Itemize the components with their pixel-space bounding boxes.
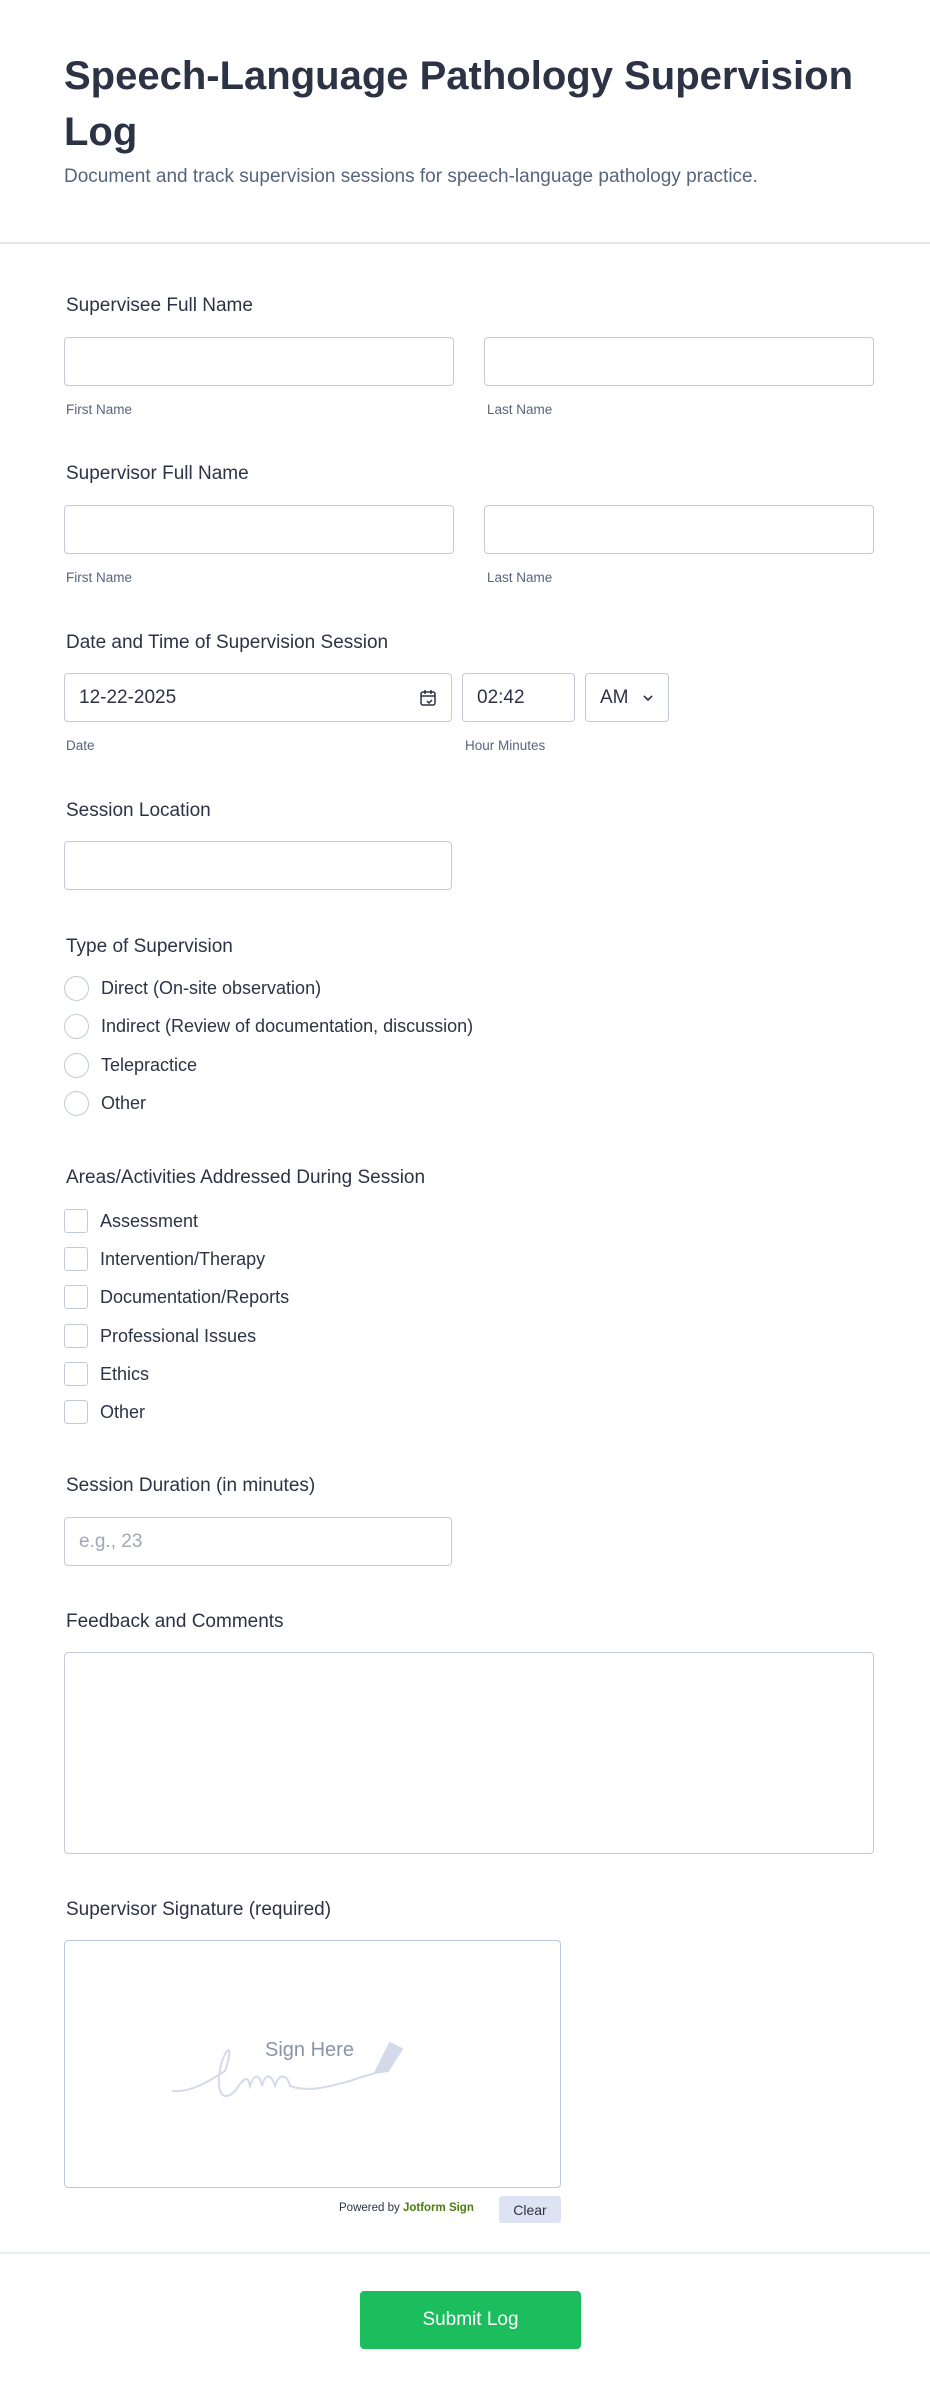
- option-label: Intervention/Therapy: [100, 1248, 266, 1269]
- option-label: Assessment: [100, 1210, 199, 1231]
- header-divider: [0, 242, 930, 244]
- radio-option[interactable]: [64, 1053, 197, 1078]
- checkbox[interactable]: [64, 1362, 88, 1386]
- checkbox-option[interactable]: [64, 1209, 198, 1233]
- option-label: Other: [100, 1401, 146, 1422]
- supervisor-last-name-input[interactable]: [484, 505, 874, 554]
- page-title: Speech-Language Pathology Supervision Log: [64, 54, 854, 154]
- time-input[interactable]: [462, 673, 575, 722]
- location-input[interactable]: [64, 841, 452, 890]
- feedback-textarea[interactable]: [64, 1652, 874, 1854]
- duration-label: Session Duration (in minutes): [66, 1475, 316, 1496]
- date-sublabel: Date: [66, 738, 95, 753]
- sign-here-placeholder: Sign Here: [265, 2039, 354, 2061]
- checkbox[interactable]: [64, 1209, 88, 1233]
- chevron-down-icon: [642, 694, 654, 702]
- date-value: 12-22-2025: [79, 686, 177, 708]
- supervisee-label: Supervisee Full Name: [66, 295, 253, 316]
- duration-input[interactable]: [64, 1517, 452, 1566]
- type-label: Type of Supervision: [66, 936, 233, 957]
- radio-button[interactable]: [64, 1091, 89, 1116]
- signature-squiggle-icon: [170, 2031, 460, 2111]
- option-label: Direct (On-site observation): [101, 978, 322, 998]
- checkbox[interactable]: [64, 1285, 88, 1309]
- supervisor-first-name-input[interactable]: [64, 505, 454, 554]
- date-input[interactable]: [64, 673, 452, 722]
- checkbox-option[interactable]: [64, 1247, 265, 1271]
- feedback-label: Feedback and Comments: [66, 1611, 284, 1632]
- supervisor-last-sublabel: Last Name: [487, 570, 553, 585]
- radio-button[interactable]: [64, 1014, 89, 1039]
- signature-pad[interactable]: [64, 1940, 561, 2188]
- page-subtitle: Document and track supervision sessions for speech-language pathology practice.: [64, 166, 758, 187]
- option-label: Professional Issues: [100, 1325, 257, 1346]
- option-label: Ethics: [100, 1363, 150, 1384]
- radio-button[interactable]: [64, 976, 89, 1001]
- supervisee-last-sublabel: Last Name: [487, 402, 553, 417]
- radio-option[interactable]: [64, 1014, 473, 1039]
- supervisor-first-sublabel: First Name: [66, 570, 133, 585]
- option-label: Indirect (Review of documentation, discussion): [101, 1016, 474, 1036]
- supervisee-first-name-input[interactable]: [64, 337, 454, 386]
- checkbox-option[interactable]: [64, 1324, 256, 1348]
- supervisor-label: Supervisor Full Name: [66, 463, 249, 484]
- checkbox-option[interactable]: [64, 1400, 145, 1424]
- radio-button[interactable]: [64, 1053, 89, 1078]
- option-label: Telepractice: [101, 1055, 198, 1075]
- powered-by-text: Powered by Jotform Sign: [339, 2202, 474, 2214]
- ampm-select[interactable]: [585, 673, 669, 722]
- checkbox-option[interactable]: [64, 1285, 289, 1309]
- checkbox[interactable]: [64, 1400, 88, 1424]
- location-label: Session Location: [66, 800, 211, 821]
- supervisee-first-sublabel: First Name: [66, 402, 133, 417]
- submit-button[interactable]: Submit Log: [360, 2291, 581, 2349]
- datetime-label: Date and Time of Supervision Session: [66, 632, 389, 653]
- radio-option[interactable]: [64, 976, 321, 1001]
- supervisee-last-name-input[interactable]: [484, 337, 874, 386]
- checkbox[interactable]: [64, 1247, 88, 1271]
- time-value: 02:42: [477, 686, 525, 708]
- option-label: Documentation/Reports: [100, 1286, 290, 1307]
- ampm-value: AM: [600, 686, 629, 708]
- signature-label: Supervisor Signature (required): [66, 1899, 332, 1920]
- jotform-sign-link[interactable]: Jotform Sign: [402, 2202, 474, 2214]
- checkbox[interactable]: [64, 1324, 88, 1348]
- areas-label: Areas/Activities Addressed During Session: [66, 1167, 426, 1188]
- option-label: Other: [101, 1093, 147, 1113]
- clear-signature-button[interactable]: Clear: [499, 2196, 561, 2223]
- checkbox-option[interactable]: [64, 1362, 149, 1386]
- time-sublabel: Hour Minutes: [465, 738, 546, 753]
- radio-option[interactable]: [64, 1091, 146, 1116]
- footer-divider: [0, 2252, 930, 2254]
- duration-placeholder: e.g., 23: [79, 1530, 143, 1552]
- calendar-icon[interactable]: [419, 689, 437, 707]
